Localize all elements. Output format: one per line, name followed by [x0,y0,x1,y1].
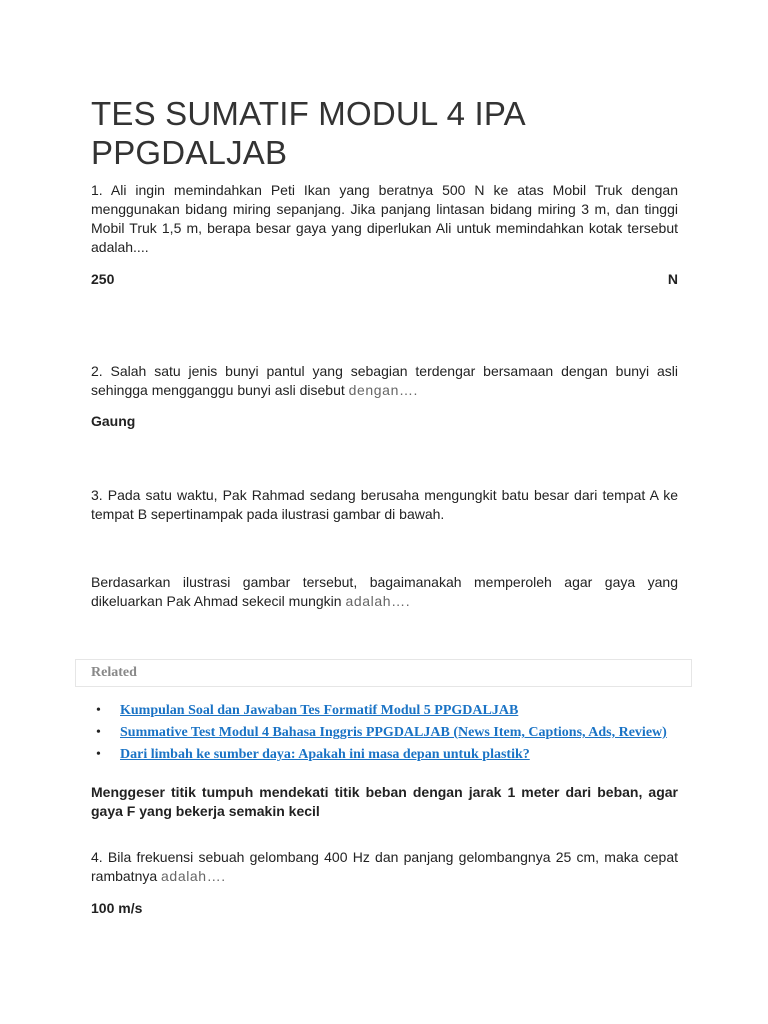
related-label: Related [91,665,137,680]
question-2-tail: dengan…. [348,382,419,398]
related-link-formatif-modul-5[interactable]: Kumpulan Soal dan Jawaban Tes Formatif Modul 5 PPGDALJAB [120,703,519,718]
related-list [96,700,678,766]
question-3: 3. Pada satu waktu, Pak Rahmad sedang berusaha mengungkit batu besar dari tempat A ke tempat B sepertinampak pada ilustrasi gambar di bawah. [91,487,678,522]
page-title: TES SUMATIF MODUL 4 IPA PPGDALJAB [91,95,525,171]
question-2 [91,362,678,400]
answer-1-unit: N [667,271,678,287]
answer-3: Menggeser titik tumpuh mendekati titik beban dengan jarak 1 meter dari beban, agar gaya F yang bekerja semakin kecil [91,784,678,819]
related-box [75,659,692,687]
question-3-followup-text: Berdasarkan ilustrasi gambar tersebut, bagaimanakah memperoleh agar gaya yang dikeluarkan Pak Ahmad sekecil mungkin [91,574,678,609]
question-3-followup-tail: adalah…. [345,593,411,609]
question-2-text: 2. Salah satu jenis bunyi pantul yang sebagian terdengar bersamaan dengan bunyi asli sehingga mengganggu bunyi asli disebut [91,363,678,398]
related-link-summative-bahasa-inggris[interactable]: Summative Test Modul 4 Bahasa Inggris PPGDALJAB (News Item, Captions, Ads, Review) [120,725,667,740]
question-4 [91,848,678,886]
related-item [96,700,678,722]
answer-1 [91,270,678,289]
question-3-followup [91,573,678,611]
bullet-icon: • [96,747,101,762]
answer-4: 100 m/s [91,900,143,916]
related-item [96,722,678,744]
related-item [96,744,678,766]
answer-1-value: 250 [91,271,115,287]
related-link-limbah-plastik[interactable]: Dari limbah ke sumber daya: Apakah ini masa depan untuk plastik? [120,747,530,762]
question-4-text: 4. Bila frekuensi sebuah gelombang 400 Hz dan panjang gelombangnya 25 cm, maka cepat rambatnya [91,849,678,884]
question-4-tail: adalah…. [161,868,226,884]
question-1: 1. Ali ingin memindahkan Peti Ikan yang beratnya 500 N ke atas Mobil Truk dengan menggunakan bidang miring sepanjang. Jika panjang lintasan bidang miring 3 m, dan tinggi Mobil Truk 1,5 m, berapa besar gaya yang diperlukan Ali untuk memindahkan kotak tersebut adalah.... [91,182,678,255]
answer-2: Gaung [91,413,136,429]
bullet-icon: • [96,725,101,740]
bullet-icon: • [96,703,101,718]
